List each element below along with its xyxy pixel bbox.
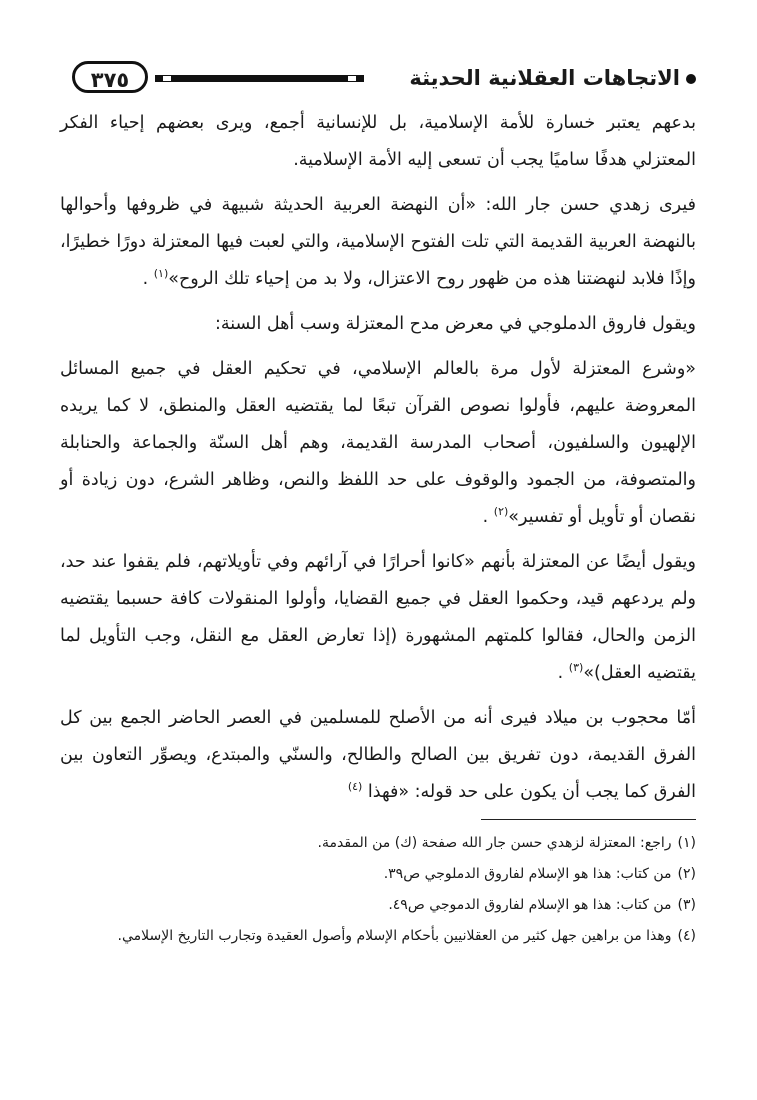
header-rule <box>155 75 364 82</box>
footnote-divider <box>481 819 696 820</box>
page-number: ٣٧٥ <box>72 61 148 93</box>
paragraph-text: فيرى زهدي حسن جار الله: «أن النهضة العربية الحديثة شبيهة في ظروفها وأحوالها بالنهضة العربية القديمة التي تلت الفتوح الإسلامية، والتي لعبت فيها المعتزلة دورًا خطيرًا، وإذًا فلابد لنهضتنا هذه من ظهور روح الاعتزال، ولا بد من إحياء تلك الروح» <box>60 195 696 289</box>
footnote-ref: (١) <box>153 267 169 281</box>
footnote <box>60 890 696 921</box>
paragraph: فيرى زهدي حسن جار الله: «أن النهضة العربية الحديثة شبيهة في ظروفها وأحوالها بالنهضة العربية القديمة التي تلت الفتوح الإسلامية، والتي لعبت فيها المعتزلة دورًا خطيرًا، وإذًا فلابد لنهضتنا هذه من ظهور روح الاعتزال، ولا بد من إحياء تلك الروح»$^{(١)}$ . <box>60 195 696 289</box>
book-page <box>60 55 696 952</box>
paragraph: ويقول أيضًا عن المعتزلة بأنهم «كانوا أحرارًا في آرائهم وفي تأويلاتهم، فلم يقفوا عند حد، ولم يردعهم قيد، وحكموا العقل في جميع القضايا، وأولوا المنقولات كافة حسبما يقتضيه الزمن والحال، فقالوا كلمتهم المشهورة (إذا تعارض العقل مع النقل، وجب التأويل لما يقتضيه العقل)»$^{(٣)}$ . <box>60 552 696 683</box>
footnote-ref: (٢) <box>493 505 509 519</box>
footnote-number: (١) <box>677 835 696 851</box>
running-title: الاتجاهات العقلانية الحديثة <box>409 66 680 90</box>
footnote-ref: (٤) <box>347 780 363 794</box>
footnote <box>60 859 696 890</box>
footnote-text: من كتاب: هذا هو الإسلام لفاروق الدملوجي ص٣٩. <box>383 866 672 882</box>
footnotes <box>60 828 696 952</box>
footnote-text: وهذا من براهين جهل كثير من العقلانيين بأحكام الإسلام وأصول العقيدة وتجارب التاريخ الإسلامي. <box>117 928 672 944</box>
paragraph-text: أمّا محجوب بن ميلاد فيرى أنه من الأصلح للمسلمين في العصر الحاضر الجمع بين كل الفرق القديمة، دون تفريق بين الصالح والطالح، والسنّي والمبتدع، ويصوِّر التعاون بين الفرق كما يجب أن يكون على حد قوله: «فهذا <box>60 708 696 802</box>
paragraph <box>60 105 696 179</box>
footnote-ref: (٣) <box>568 661 584 675</box>
paragraph-text: بدعهم يعتبر خسارة للأمة الإسلامية، بل للإنسانية أجمع، ويرى بعضهم إحياء الفكر المعتزلي هدفًا ساميًا يجب أن تسعى إليه الأمة الإسلامية. <box>60 113 696 170</box>
footnote-text: من كتاب: هذا هو الإسلام لفاروق الدموجي ص٤٩. <box>388 897 672 913</box>
body-text <box>60 105 696 811</box>
running-header <box>60 55 696 103</box>
footnote-number: (٣) <box>677 897 696 913</box>
footnote <box>60 828 696 859</box>
footnote-number: (٤) <box>677 928 696 944</box>
paragraph-text: ويقول فاروق الدملوجي في معرض مدح المعتزلة وسب أهل السنة: <box>214 314 696 334</box>
paragraph <box>60 700 696 811</box>
paragraph: «وشرع المعتزلة لأول مرة بالعالم الإسلامي، في تحكيم العقل في جميع المسائل المعروضة عليهم، فأولوا نصوص القرآن تبعًا لما يقتضيه العقل والمنطق، لا كما يريده الإلهيون والسلفيون، أصحاب المدرسة القديمة، وهم أهل السنّة والجماعة والحنابلة والمتصوفة، من الجمود والوقوف على حد اللفظ والنص، وظاهر الشرع، دون زيادة أو نقصان أو تأويل أو تفسير»$^{(٢)}$ . <box>60 359 696 527</box>
footnote <box>60 921 696 952</box>
paragraph-text: ويقول أيضًا عن المعتزلة بأنهم «كانوا أحرارًا في آرائهم وفي تأويلاتهم، فلم يقفوا عند حد، ولم يردعهم قيد، وحكموا العقل في جميع القضايا، وأولوا المنقولات كافة حسبما يقتضيه الزمن والحال، فقالوا كلمتهم المشهورة (إذا تعارض العقل مع النقل، وجب التأويل لما يقتضيه العقل)» <box>60 552 696 683</box>
bullet-icon <box>686 74 696 84</box>
paragraph-text: «وشرع المعتزلة لأول مرة بالعالم الإسلامي، في تحكيم العقل في جميع المسائل المعروضة عليهم، فأولوا نصوص القرآن تبعًا لما يقتضيه العقل والمنطق، لا كما يريده الإلهيون والسلفيون، أصحاب المدرسة القديمة، وهم أهل السنّة والجماعة والحنابلة والمتصوفة، من الجمود والوقوف على حد اللفظ والنص، وظاهر الشرع، دون زيادة أو نقصان أو تأويل أو تفسير» <box>60 359 696 527</box>
paragraph <box>60 306 696 343</box>
footnote-number: (٢) <box>677 866 696 882</box>
footnote-text: راجع: المعتزلة لزهدي حسن جار الله صفحة (ك) من المقدمة. <box>317 835 672 851</box>
